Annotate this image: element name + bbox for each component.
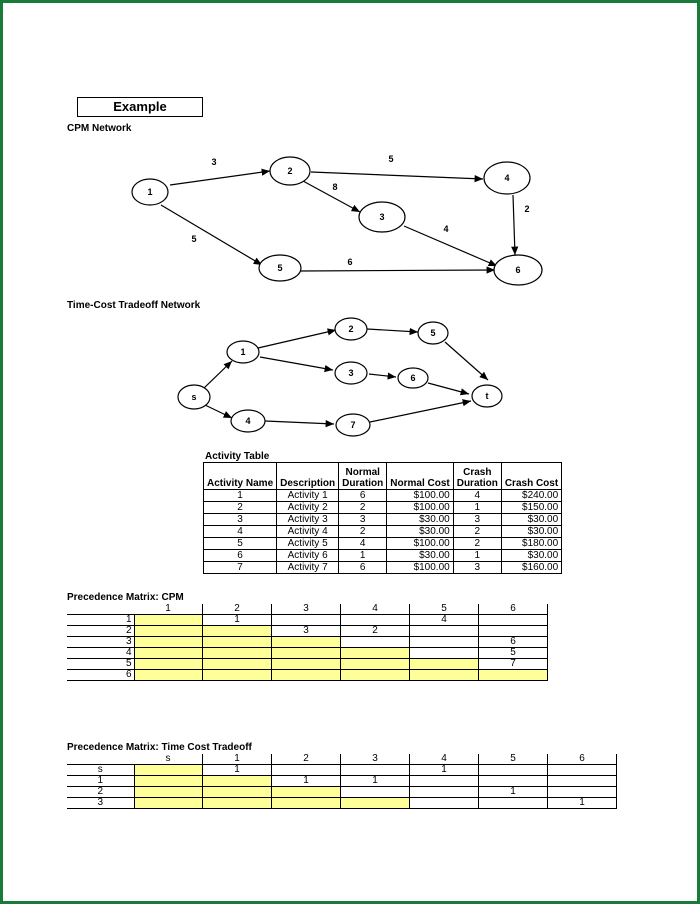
- matrix-cell: [410, 798, 479, 809]
- col-activity-name: Activity Name: [204, 463, 277, 490]
- matrix-cell: [203, 648, 272, 659]
- cpm-node-6-label: 6: [515, 265, 521, 275]
- matrix-header-row: [67, 754, 617, 765]
- cpm-node-2-label: 2: [287, 166, 293, 176]
- matrix-corner: [67, 604, 134, 615]
- matrix-cell: 2: [341, 626, 410, 637]
- matrix-row: [67, 615, 548, 626]
- cpm-edge-label-1-2: 3: [211, 157, 217, 167]
- matrix-cell: 1: [410, 765, 479, 776]
- activity-cell: Activity 7: [277, 562, 339, 574]
- crash-duration-bottom: Duration: [456, 478, 498, 489]
- matrix-row-label: s: [67, 765, 134, 776]
- activity-row: [204, 562, 562, 574]
- activity-cell: $30.00: [387, 526, 453, 538]
- col-crash-duration: [453, 463, 501, 490]
- tc-node-1-label: 1: [240, 347, 246, 357]
- matrix-cell: 1: [203, 765, 272, 776]
- matrix-cell: [203, 626, 272, 637]
- cpm-node-4-label: 4: [504, 173, 510, 183]
- matrix-cell: 4: [410, 615, 479, 626]
- activity-cell: Activity 5: [277, 538, 339, 550]
- matrix-cell: [410, 776, 479, 787]
- matrix-cell: [203, 659, 272, 670]
- activity-cell: $30.00: [501, 550, 561, 562]
- activity-cell: $180.00: [501, 538, 561, 550]
- cpm-node-3-label: 3: [379, 212, 385, 222]
- activity-cell: 6: [339, 490, 387, 502]
- edge-7-t: [370, 401, 471, 422]
- cpm-matrix-title: Precedence Matrix: CPM: [67, 592, 184, 603]
- edge-4-7: [265, 421, 334, 424]
- tc-node-3-label: 3: [348, 368, 354, 378]
- tc-node-6-label: 6: [410, 373, 416, 383]
- matrix-cell: [410, 659, 479, 670]
- matrix-cell: [341, 765, 410, 776]
- activity-cell: 1: [339, 550, 387, 562]
- matrix-col-header: 2: [203, 604, 272, 615]
- matrix-row: [67, 787, 617, 798]
- matrix-cell: [341, 615, 410, 626]
- activity-cell: 6: [339, 562, 387, 574]
- matrix-cell: [479, 798, 548, 809]
- matrix-cell: [203, 787, 272, 798]
- activity-cell: Activity 6: [277, 550, 339, 562]
- matrix-col-header: 4: [341, 604, 410, 615]
- matrix-cell: [134, 659, 203, 670]
- matrix-cell: 1: [548, 798, 617, 809]
- matrix-col-header: 5: [479, 754, 548, 765]
- activity-cell: $30.00: [501, 526, 561, 538]
- activity-cell: $160.00: [501, 562, 561, 574]
- matrix-cell: [272, 637, 341, 648]
- matrix-cell: [272, 659, 341, 670]
- matrix-row-label: 3: [67, 798, 134, 809]
- col-crash-cost: Crash Cost: [501, 463, 561, 490]
- matrix-cell: [134, 798, 203, 809]
- matrix-corner: [67, 754, 134, 765]
- activity-row: [204, 550, 562, 562]
- matrix-row-label: 2: [67, 626, 134, 637]
- matrix-header-row: [67, 604, 548, 615]
- activity-cell: 2: [339, 526, 387, 538]
- activity-row: [204, 514, 562, 526]
- tradeoff-network-heading: Time-Cost Tradeoff Network: [67, 300, 201, 311]
- activity-cell: $100.00: [387, 562, 453, 574]
- activity-cell: $30.00: [501, 514, 561, 526]
- tc-node-s-label: s: [191, 392, 197, 402]
- matrix-col-header: 1: [134, 604, 203, 615]
- matrix-col-header: 2: [272, 754, 341, 765]
- edge-5-t: [445, 342, 488, 380]
- cpm-network-heading: CPM Network: [67, 123, 132, 134]
- activity-cell: Activity 4: [277, 526, 339, 538]
- matrix-cell: [272, 615, 341, 626]
- matrix-cell: 5: [479, 648, 548, 659]
- col-normal-duration: [339, 463, 387, 490]
- edge-s-1: [203, 361, 232, 389]
- matrix-cell: [479, 626, 548, 637]
- activity-cell: 1: [453, 502, 501, 514]
- activity-cell: 3: [204, 514, 277, 526]
- cpm-edge-label-2-4: 5: [388, 154, 394, 164]
- activity-cell: 3: [453, 514, 501, 526]
- edge-1-3: [260, 357, 333, 370]
- matrix-cell: 1: [341, 776, 410, 787]
- activity-row: [204, 490, 562, 502]
- matrix-cell: [134, 648, 203, 659]
- matrix-row: [67, 626, 548, 637]
- activity-table-header-row: [204, 463, 562, 490]
- matrix-cell: [272, 798, 341, 809]
- activity-cell: 4: [204, 526, 277, 538]
- matrix-row: [67, 765, 617, 776]
- cpm-edge-label-1-5: 5: [191, 234, 197, 244]
- tradeoff-precedence-matrix: [67, 754, 617, 809]
- col-description: Description: [277, 463, 339, 490]
- tradeoff-matrix-title: Precedence Matrix: Time Cost Tradeoff: [67, 742, 252, 753]
- activity-row: [204, 538, 562, 550]
- normal-duration-bottom: Duration: [342, 478, 384, 489]
- matrix-cell: 6: [479, 637, 548, 648]
- cpm-node-5-label: 5: [277, 263, 283, 273]
- tc-node-2-label: 2: [348, 324, 354, 334]
- activity-cell: $100.00: [387, 538, 453, 550]
- tc-node-7-label: 7: [350, 420, 356, 430]
- activity-cell: 1: [453, 550, 501, 562]
- matrix-row: [67, 648, 548, 659]
- matrix-cell: [272, 787, 341, 798]
- matrix-row-label: 1: [67, 615, 134, 626]
- matrix-row-label: 6: [67, 670, 134, 681]
- edge-s-4: [205, 405, 232, 418]
- matrix-cell: [479, 765, 548, 776]
- crash-duration-top: Crash: [463, 467, 492, 478]
- matrix-cell: [134, 637, 203, 648]
- activity-cell: 5: [204, 538, 277, 550]
- matrix-cell: [134, 615, 203, 626]
- matrix-cell: 3: [272, 626, 341, 637]
- matrix-row-label: 5: [67, 659, 134, 670]
- matrix-cell: [134, 787, 203, 798]
- activity-cell: 3: [339, 514, 387, 526]
- matrix-cell: [134, 626, 203, 637]
- edge-3-6: [369, 374, 396, 377]
- tradeoff-network-diagram: [0, 0, 700, 450]
- tc-node-5-label: 5: [430, 328, 436, 338]
- activity-cell: $30.00: [387, 550, 453, 562]
- matrix-cell: [203, 637, 272, 648]
- cpm-node-1-label: 1: [147, 187, 153, 197]
- matrix-cell: [410, 670, 479, 681]
- activity-table-title: Activity Table: [205, 451, 270, 462]
- activity-cell: 2: [339, 502, 387, 514]
- matrix-row: [67, 670, 548, 681]
- activity-cell: 4: [339, 538, 387, 550]
- matrix-col-header: 6: [479, 604, 548, 615]
- activity-cell: Activity 1: [277, 490, 339, 502]
- matrix-cell: [341, 787, 410, 798]
- cpm-edge-label-3-6: 4: [443, 224, 449, 234]
- matrix-cell: 1: [272, 776, 341, 787]
- activity-cell: 1: [204, 490, 277, 502]
- matrix-cell: [272, 765, 341, 776]
- activity-cell: $100.00: [387, 502, 453, 514]
- matrix-cell: [272, 670, 341, 681]
- matrix-cell: 7: [479, 659, 548, 670]
- activity-cell: 7: [204, 562, 277, 574]
- cpm-precedence-matrix: [67, 604, 548, 681]
- activity-cell: $150.00: [501, 502, 561, 514]
- edge-2-5: [367, 329, 418, 332]
- matrix-cell: [203, 670, 272, 681]
- edge-1-2: [258, 330, 336, 348]
- activity-cell: $240.00: [501, 490, 561, 502]
- matrix-cell: [341, 659, 410, 670]
- tc-node-4-label: 4: [245, 416, 251, 426]
- activity-cell: 4: [453, 490, 501, 502]
- matrix-row: [67, 659, 548, 670]
- matrix-col-header: 5: [410, 604, 479, 615]
- matrix-cell: 1: [203, 615, 272, 626]
- matrix-cell: 1: [479, 787, 548, 798]
- matrix-cell: [341, 648, 410, 659]
- matrix-cell: [341, 637, 410, 648]
- matrix-cell: [410, 787, 479, 798]
- activity-cell: 3: [453, 562, 501, 574]
- col-normal-cost: Normal Cost: [387, 463, 453, 490]
- activity-row: [204, 526, 562, 538]
- matrix-col-header: 4: [410, 754, 479, 765]
- normal-duration-top: Normal: [345, 467, 380, 478]
- matrix-cell: [548, 776, 617, 787]
- matrix-col-header: s: [134, 754, 203, 765]
- matrix-cell: [410, 626, 479, 637]
- matrix-col-header: 3: [341, 754, 410, 765]
- matrix-row: [67, 798, 617, 809]
- matrix-row-label: 1: [67, 776, 134, 787]
- matrix-cell: [410, 637, 479, 648]
- matrix-cell: [203, 776, 272, 787]
- matrix-cell: [134, 776, 203, 787]
- matrix-cell: [410, 648, 479, 659]
- activity-cell: 2: [453, 526, 501, 538]
- activity-table: [203, 462, 562, 574]
- matrix-row: [67, 776, 617, 787]
- matrix-row-label: 4: [67, 648, 134, 659]
- matrix-cell: [479, 615, 548, 626]
- matrix-cell: [203, 798, 272, 809]
- matrix-cell: [134, 765, 203, 776]
- tc-node-t-label: t: [485, 391, 489, 401]
- matrix-cell: [548, 787, 617, 798]
- cpm-edge-label-4-6: 2: [524, 204, 530, 214]
- activity-cell: $100.00: [387, 490, 453, 502]
- matrix-col-header: 1: [203, 754, 272, 765]
- matrix-col-header: 3: [272, 604, 341, 615]
- example-label: Example: [77, 97, 203, 117]
- matrix-col-header: 6: [548, 754, 617, 765]
- matrix-cell: [341, 670, 410, 681]
- activity-cell: Activity 3: [277, 514, 339, 526]
- matrix-cell: [272, 648, 341, 659]
- activity-cell: 2: [204, 502, 277, 514]
- matrix-row-label: 3: [67, 637, 134, 648]
- matrix-cell: [479, 776, 548, 787]
- matrix-cell: [479, 670, 548, 681]
- matrix-cell: [341, 798, 410, 809]
- edge-6-t: [428, 383, 469, 394]
- activity-cell: 6: [204, 550, 277, 562]
- cpm-edge-label-2-3: 8: [332, 182, 338, 192]
- cpm-edge-label-5-6: 6: [347, 257, 353, 267]
- matrix-cell: [548, 765, 617, 776]
- matrix-row-label: 2: [67, 787, 134, 798]
- matrix-row: [67, 637, 548, 648]
- activity-cell: 2: [453, 538, 501, 550]
- activity-cell: $30.00: [387, 514, 453, 526]
- activity-cell: Activity 2: [277, 502, 339, 514]
- matrix-cell: [134, 670, 203, 681]
- activity-row: [204, 502, 562, 514]
